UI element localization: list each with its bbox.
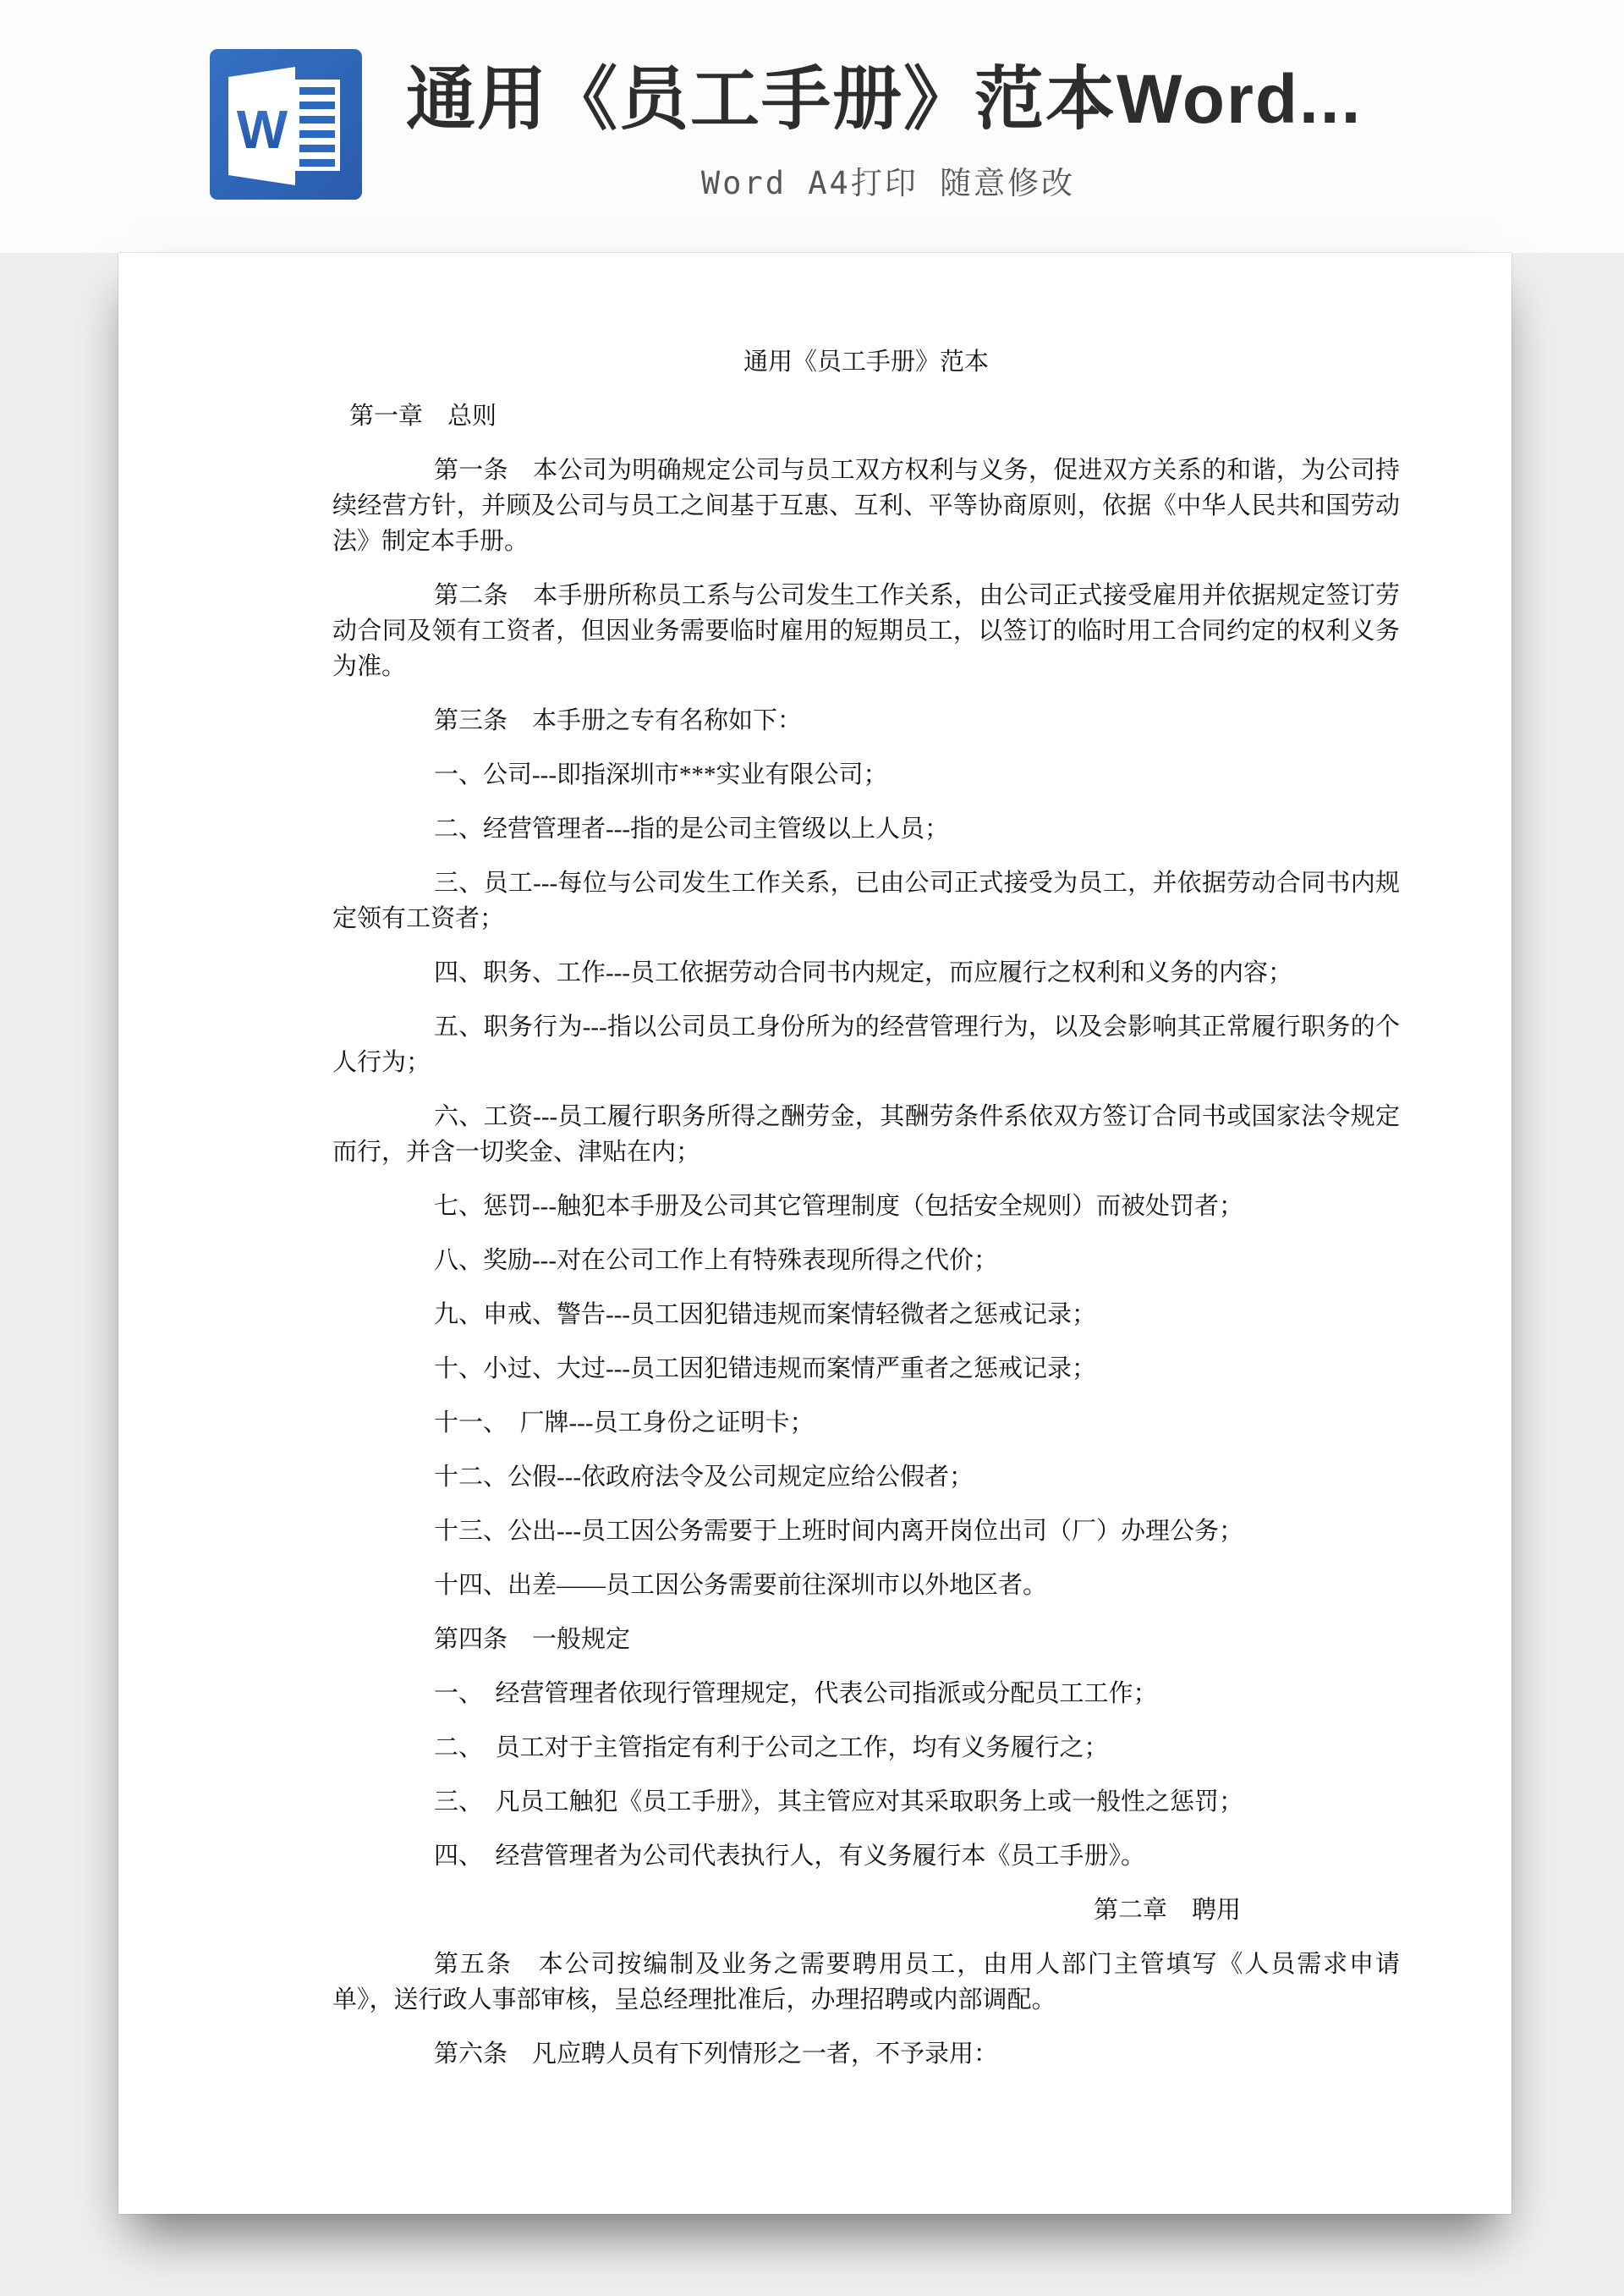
word-icon [210, 49, 362, 200]
document-page [118, 253, 1512, 2214]
doc-paragraph-para: 十、小过、大过---员工因犯错违规而案情严重者之惩戒记录； [434, 1355, 1096, 1382]
doc-paragraph-para: 第一条 本公司为明确规定公司与员工双方权利与义务，促进双方关系的和谐，为公司持续经营方针，并顾及公司与员工之间基于互惠、互利、平等协商原则，依据《中华人民共和国劳动法》制定本手册。 [332, 457, 1400, 555]
doc-paragraph-chapter: 第一章 总则 [349, 403, 497, 430]
doc-paragraph-para: 七、惩罚---触犯本手册及公司其它管理制度（包括安全规则）而被处罚者； [434, 1193, 1243, 1220]
doc-paragraph-para: 三、员工---每位与公司发生工作关系，已由公司正式接受为员工，并依据劳动合同书内规定领有工资者； [332, 870, 1400, 932]
w-letter: W [236, 99, 288, 160]
doc-paragraph-para: 三、 凡员工触犯《员工手册》，其主管应对其采取职务上或一般性之惩罚； [434, 1788, 1244, 1815]
doc-paragraph-para: 八、奖励---对在公司工作上有特殊表现所得之代价； [434, 1247, 998, 1274]
doc-paragraph-para: 四、职务、工作---员工依据劳动合同书内规定，而应履行之权利和义务的内容； [434, 959, 1292, 986]
header [0, 0, 1624, 253]
doc-paragraph-para: 第四条 一般规定 [434, 1626, 631, 1653]
page-subtitle: Word A4打印 随意修改 [700, 165, 1076, 201]
doc-paragraph-doc-title: 通用《员工手册》范本 [743, 349, 989, 376]
doc-paragraph-para: 十四、出差——员工因公务需要前往深圳市以外地区者。 [434, 1572, 1048, 1599]
doc-paragraph-para: 第六条 凡应聘人员有下列情形之一者，不予录用： [434, 2041, 999, 2068]
doc-paragraph-para: 四、 经营管理者为公司代表执行人，有义务履行本《员工手册》。 [434, 1843, 1146, 1870]
doc-paragraph-para: 五、职务行为---指以公司员工身份所为的经营管理行为，以及会影响其正常履行职务的个人行为； [332, 1013, 1400, 1076]
doc-paragraph-chapter-right: 第二章 聘用 [1094, 1897, 1242, 1924]
doc-paragraph-para: 二、 员工对于主管指定有利于公司之工作，均有义务履行之； [434, 1734, 1109, 1761]
doc-paragraph-para: 二、经营管理者---指的是公司主管级以上人员； [434, 816, 949, 843]
doc-paragraph-para: 第五条 本公司按编制及业务之需要聘用员工，由用人部门主管填写《人员需求申请单》，送行政人事部审核，呈总经理批准后，办理招聘或内部调配。 [332, 1951, 1400, 2013]
doc-paragraph-para: 十一、 厂牌---员工身份之证明卡； [434, 1409, 815, 1436]
doc-paragraph-para: 十二、公假---依政府法令及公司规定应给公假者； [434, 1464, 974, 1491]
doc-paragraph-para: 六、工资---员工履行职务所得之酬劳金，其酬劳条件系依双方签订合同书或国家法令规定而行，并含一切奖金、津贴在内； [332, 1103, 1400, 1166]
doc-paragraph-para: 第二条 本手册所称员工系与公司发生工作关系，由公司正式接受雇用并依据规定签订劳动合同及领有工资者，但因业务需要临时雇用的短期员工，以签订的临时用工合同约定的权利义务为准。 [332, 582, 1400, 680]
page-title: 通用《员工手册》范本Word... [406, 61, 1363, 138]
doc-paragraph-para: 九、申戒、警告---员工因犯错违规而案情轻微者之惩戒记录； [434, 1301, 1096, 1328]
doc-paragraph-para: 一、 经营管理者依现行管理规定，代表公司指派或分配员工工作； [434, 1680, 1158, 1707]
doc-paragraph-para: 十三、公出---员工因公务需要于上班时间内离开岗位出司（厂）办理公务； [434, 1518, 1243, 1545]
doc-body [118, 253, 1512, 2090]
doc-paragraph-para: 一、公司---即指深圳市***实业有限公司； [434, 761, 888, 788]
doc-paragraph-para: 第三条 本手册之专有名称如下： [434, 707, 803, 734]
